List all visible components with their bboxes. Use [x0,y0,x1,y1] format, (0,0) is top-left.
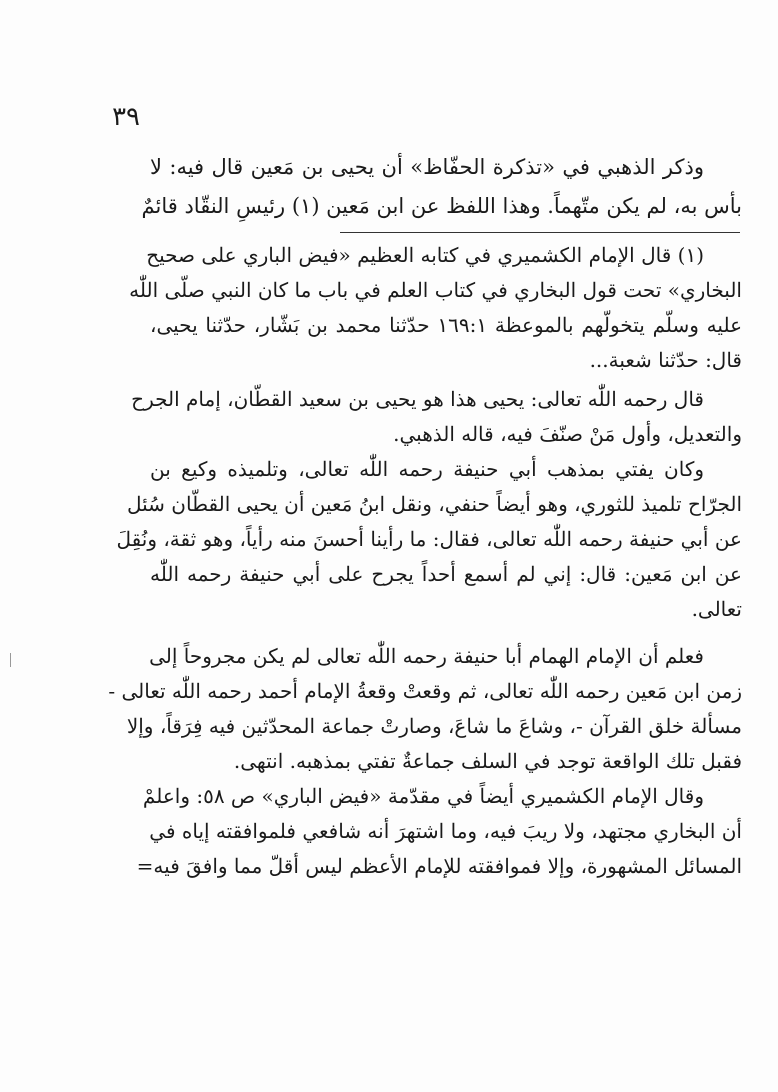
footnote-divider [340,232,740,233]
text-line: وذكر الذهبي في «تذكرة الحفّاظ» أن يحيى بن مَعين قال فيه: لا [150,155,704,179]
text-line: وقال الإمام الكشميري أيضاً في مقدّمة «فيض الباري» ص ٥٨: واعلمْ [142,784,704,808]
paragraph [136,779,742,884]
text-line: عن أبي حنيفة رحمه اللّٰه تعالى، فقال: ما رأينا أحسنَ منه رأياً، وهو ثقة، ونُقِلَ [116,527,742,551]
text-line: المسائل المشهورة، وإلا فموافقته للإمام الأعظم ليس أقلّ مما وافقَ فيه= [136,854,742,878]
margin-mark [10,653,11,667]
footnote-line: (١) قال الإمام الكشميري في كتابه العظيم «فيض الباري على صحيح [146,243,704,267]
text-line: مسألة خلق القرآن -، وشاعَ ما شاعَ، وصارتْ جماعة المحدّثين فيه فِرَقاً، وإلا [126,714,742,738]
text-line: تعالى. [691,597,742,621]
page-number: ٣٩ [112,102,140,132]
text-line: أن البخاري مجتهد، ولا ريبَ فيه، وما اشتهرَ أنه شافعي فلموافقته إياه في [149,819,742,843]
text-line: فقبل تلك الواقعة توجد في السلف جماعةٌ تفتي بمذهبه. انتهى. [233,749,742,773]
text-line: فعلم أن الإمام الهمام أبا حنيفة رحمه اللّٰه تعالى لم يكن مجروحاً إلى [149,644,704,668]
text-line: زمن ابن مَعين رحمه اللّٰه تعالى، ثم وقعتْ وقعةُ الإمام أحمد رحمه اللّٰه تعالى - [108,679,742,703]
footnote-line: البخاري» تحت قول البخاري في كتاب العلم في باب ما كان النبي صلّى اللّٰه [129,278,742,302]
paragraph [108,639,742,779]
paragraph [116,452,742,627]
text-line: قال رحمه اللّٰه تعالى: يحيى هذا هو يحيى بن سعيد القطّان، إمام الجرح [131,387,704,411]
text-line: بأس به، لم يكن متّهماً. وهذا اللفظ عن ابن مَعين (١) رئيسِ النقّاد قائمٌ [141,194,742,218]
footnote-body [108,382,742,884]
footnote-line: قال: حدّثنا شعبة... [589,348,742,372]
footnote [129,238,742,378]
paragraph-gap [150,627,742,639]
paragraph [131,382,742,452]
text-line: الجرّاح تلميذ للثوري، وهو أيضاً حنفي، ونقل ابنُ مَعين أن يحيى القطّان سُئل [127,492,742,516]
text-line: والتعديل، وأول مَنْ صنّفَ فيه، قاله الذهبي. [393,422,742,446]
main-text [141,148,742,226]
footnote-line: عليه وسلّم يتخولّهم بالموعظة ١٦٩:١ حدّثنا محمد بن بَشّار، حدّثنا يحيى، [150,313,742,337]
text-line: عن ابن مَعين: قال: إني لم أسمع أحداً يجرح على أبي حنيفة رحمه اللّٰه [150,562,742,586]
text-line: وكان يفتي بمذهب أبي حنيفة رحمه اللّٰه تعالى، وتلميذه وكيع بن [150,457,704,481]
